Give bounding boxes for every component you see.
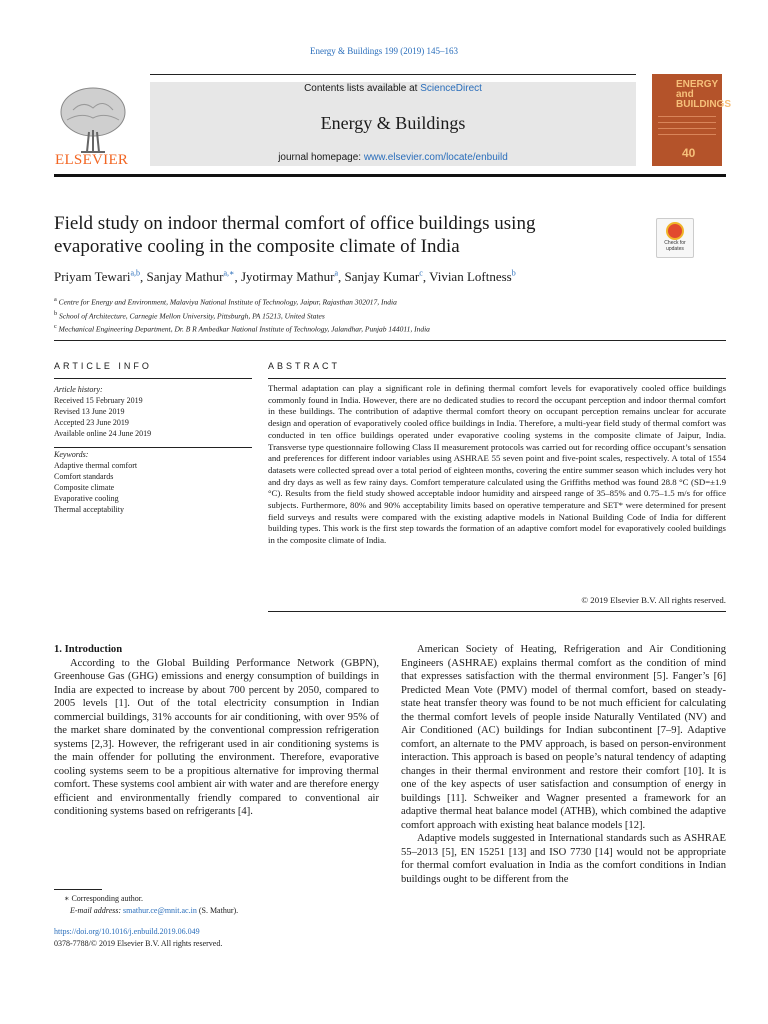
- author[interactable]: Priyam Tewari$^{a,b}$: [54, 269, 141, 285]
- divider: [268, 611, 726, 612]
- elsevier-wordmark: ELSEVIER: [55, 152, 129, 168]
- contents-available-line: [150, 83, 636, 94]
- journal-reference[interactable]: Energy & Buildings 199 (2019) 145–163: [309, 46, 459, 56]
- body-right-column: [401, 643, 726, 886]
- body-paragraph: American Society of Heating, Refrigeration and Air Conditioning Engineers (ASHRAE) explains thermal comfort as the condition of mind that expresses satisfaction with the thermal environment [5]. Fanger’s [6] Predicted Mean Vote (PMV) model of thermal comfort, based on steady-state heat transfer theory was found to be not much efficient for calculating the thermal comfort levels of people inside Naturally Ventilated (NV) and Air Conditioned (AC) buildings for Indian subcontinent [7–9]. Adaptive comfort, an alternate to the PMV approach, is based on person-environment interaction. This approach is based on people’s natural tendency of adapting changes in their thermal environment and restore their comfort [10]. It is one of the key aspects of user satisfaction and consumption of energy in buildings [11]. Schweiker and Wagner presented a framework for an adaptive thermal heat balance model (ATHB), which combined the adaptive comfort approach with existing heat balance models [12].: [401, 644, 726, 831]
- affiliation: $^c$ Mechanical Engineering Department, Dr. B R Ambedkar National Institute of Technology, Jalandhar, Punjab 144011, India: [54, 323, 430, 334]
- keyword: Composite climate: [54, 483, 115, 492]
- corresponding-author-footnote: [54, 893, 238, 917]
- paper-title: [54, 212, 634, 258]
- affiliations: [54, 294, 430, 335]
- author[interactable]: Jyotirmay Mathur$^a$: [240, 269, 339, 285]
- section-heading-introduction: 1. Introduction: [54, 644, 123, 655]
- history-item: Available online 24 June 2019: [54, 429, 152, 438]
- article-history: [54, 384, 151, 439]
- author[interactable]: Sanjay Kumar$^c$: [344, 269, 423, 285]
- cover-stripe: [658, 122, 716, 123]
- paper-title-line-2: evaporative cooling in the composite climate of India: [54, 236, 460, 257]
- affiliation: $^a$ Centre for Energy and Environment, Malaviya National Institute of Technology, Jaipur, Rajasthan 302017, India: [54, 296, 397, 307]
- history-item: Revised 13 June 2019: [54, 407, 125, 416]
- cover-stripe: [658, 128, 716, 129]
- homepage-link[interactable]: www.elsevier.com/locate/enbuild: [363, 152, 508, 163]
- header-bottom-rule: [54, 174, 726, 177]
- cover-anniversary: 40: [682, 146, 696, 160]
- journal-homepage-line: [150, 152, 636, 163]
- body-paragraph: Adaptive models suggested in International standards such as ASHRAE 55–2013 [5], EN 15251 [13] and ISO 7730 [14] would not be appropriate for thermal comfort evaluation in India as the comfort conditions in Indian buildings ought to be different from the: [401, 833, 726, 885]
- divider: [54, 378, 252, 379]
- keyword: Thermal acceptability: [54, 505, 124, 514]
- keyword: Adaptive thermal comfort: [54, 461, 138, 470]
- history-item: Accepted 23 June 2019: [54, 418, 129, 427]
- abstract-heading: ABSTRACT: [268, 361, 341, 371]
- cover-title: ENERGY and BUILDINGS: [676, 79, 731, 110]
- check-for-updates-button[interactable]: [656, 218, 694, 258]
- footnote-rule: [54, 889, 102, 890]
- article-info-heading: ARTICLE INFO: [54, 361, 152, 371]
- journal-title: Energy & Buildings: [320, 113, 466, 133]
- cover-stripe: [658, 134, 716, 135]
- paper-title-line-1: Field study on indoor thermal comfort of office buildings using: [54, 213, 536, 234]
- author-list: Priyam Tewari$^{a,b}$, Sanjay Mathur$^{a,∗}$, Jyotirmay Mathur$^a$, Sanjay Kumar$^c$, Vivian Loftness$^b$: [54, 269, 516, 285]
- divider: [268, 378, 726, 379]
- divider: [54, 447, 252, 448]
- divider: [54, 340, 726, 341]
- check-updates-icon: [666, 222, 684, 240]
- issn-line: 0378-7788/© 2019 Elsevier B.V. All rights reserved.: [54, 939, 223, 948]
- history-item: Received 15 February 2019: [54, 396, 143, 405]
- keyword: Comfort standards: [54, 472, 114, 481]
- header-top-rule: [150, 74, 636, 75]
- body-paragraph: According to the Global Building Performance Network (GBPN), Greenhouse Gas (GHG) emissions and energy consumption of buildings in India are expected to increase by about 700 percent by 2050, compared to 2005 levels [1]. Out of the total electricity consumption in Indian commercial buildings, 31% accounts for air conditioning, with over 95% of the market share dominated by the conventional compression refrigeration systems [2,3]. However, the refrigerant used in air conditioning systems is the main offender for polluting the environment. Therefore, evaporative cooling systems seem to be a propitious alternative for improving thermal comfort. These systems cool ambient air with water and are therefore energy efficient and environmentally friendly compared to conventional air conditioning systems based on refrigerants [4].: [54, 657, 379, 817]
- doi-block: [54, 926, 222, 950]
- email-link[interactable]: smathur.ce@mnit.ac.in: [123, 906, 197, 915]
- doi-link[interactable]: https://doi.org/10.1016/j.enbuild.2019.06.049: [54, 927, 200, 936]
- affiliation: $^b$ School of Architecture, Carnegie Mellon University, Pittsburgh, PA 15213, United States: [54, 309, 325, 320]
- journal-cover-image: [652, 74, 731, 166]
- body-left-column: [54, 643, 379, 819]
- author[interactable]: Sanjay Mathur$^{a,∗}$: [146, 269, 235, 285]
- sciencedirect-link[interactable]: ScienceDirect: [420, 83, 482, 94]
- history-label: Article history:: [54, 385, 103, 394]
- homepage-prefix: journal homepage:: [278, 152, 364, 163]
- abstract-copyright: © 2019 Elsevier B.V. All rights reserved.: [581, 595, 726, 605]
- author[interactable]: Vivian Loftness$^b$: [429, 269, 516, 285]
- contents-prefix: Contents lists available at: [304, 83, 421, 94]
- check-updates-label: Check for updates: [664, 240, 686, 252]
- abstract-text: Thermal adaptation can play a significant role in defining thermal comfort levels for evaporatively cooled office buildings commonly found in India. However, there are no dedicated studies to record the occupant perception and indoor thermal comfort in these buildings. The contribution of adaptive thermal comfort theory on occupant perception remains unclear for accurate design and operation of evaporatively cooled office buildings in India. Therefore, a multi-year field study of thermal comfort was conducted in ten office buildings operated under evaporative cooling systems in the composite climate of Jaipur, India. Transverse type questionnaire following Class II measurement protocols was carried out for recording office occupant’s sensation and preferences for different indoor variables using ASHRAE 55 seven point and five-point scales, respectively. A total of 1554 datasets were collected spread over a total period of eighteen months, covering the entire summer season which includes very hot and dry days as well as few rainy days. Comfort temperature calculated using the Griffiths method was found 28.8 °C (SD=±1.9 °C). Results from the field study showed acceptable indoor humidity and airspeed range of 35–85% and 0.75–1.5 m/s for office subjects. Furthermore, 80% and 90% acceptability limits based on operative temperature and SET* were determined for present field surveys and results were compared with the existing adaptive models in National Building Code of India for different building types. This work is the first step towards the formation of an adaptive comfort model for evaporatively cooled buildings in the composite climate of India.: [268, 383, 726, 546]
- corresponding-author-label: ∗ Corresponding author.: [64, 894, 143, 903]
- cover-stripe: [658, 116, 716, 117]
- email-line: E-mail address: smathur.ce@mnit.ac.in (S. Mathur).: [70, 906, 239, 915]
- keyword: Evaporative cooling: [54, 494, 119, 503]
- keywords-label: Keywords:: [54, 450, 89, 459]
- keywords: [54, 449, 137, 515]
